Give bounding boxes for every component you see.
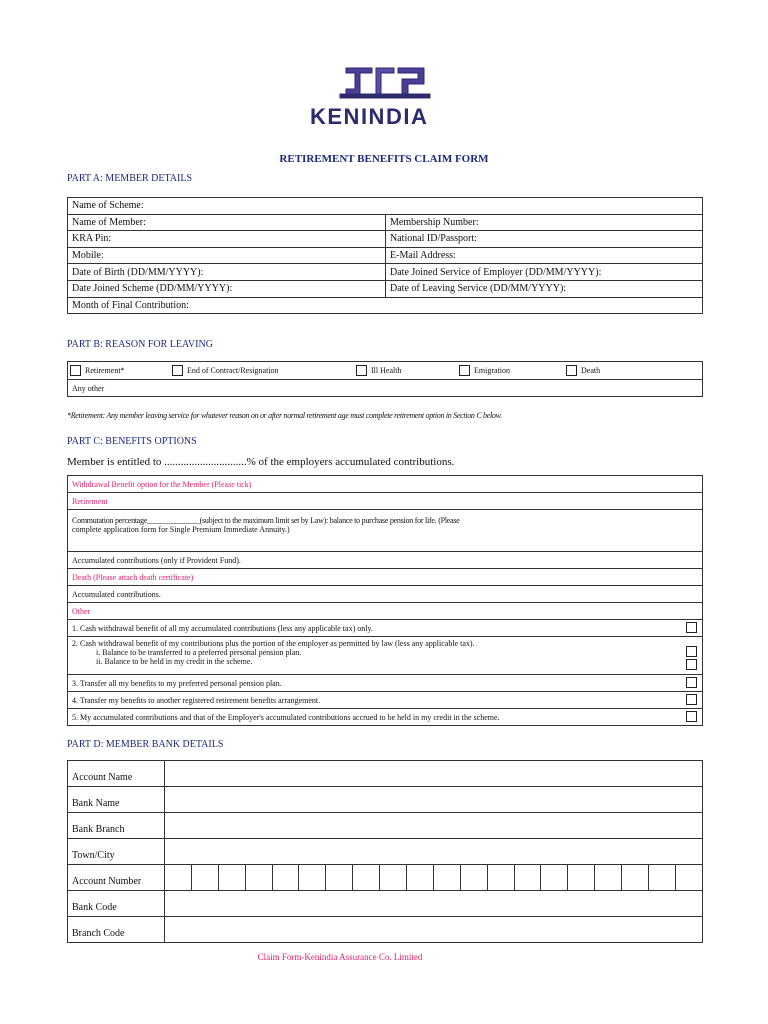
table-row: [68, 761, 703, 787]
member-field-date-leaving[interactable]: Date of Leaving Service (DD/MM/YYYY):: [386, 280, 703, 297]
account-digit-box[interactable]: [487, 865, 514, 891]
death-label: Death (Please attach death certificate): [68, 569, 703, 586]
table-row: [68, 813, 703, 839]
member-field-final-contribution[interactable]: Month of Final Contribution:: [68, 297, 703, 314]
form-footer: Claim Form-Kenindia Assurance Co. Limited: [257, 952, 423, 962]
retirement-label: Retirement: [68, 493, 703, 510]
table-row: [68, 214, 703, 231]
member-field-membership-number[interactable]: Membership Number:: [386, 214, 703, 231]
other-option-5-checkbox[interactable]: [686, 711, 697, 722]
bank-name-field[interactable]: [164, 787, 702, 813]
member-field-scheme[interactable]: Name of Scheme:: [68, 198, 703, 215]
table-row: [68, 362, 703, 380]
form-title: RETIREMENT BENEFITS CLAIM FORM: [279, 153, 489, 165]
retirement-footnote: *Retirement: Any member leaving service for whatever reason on or after normal retirement age must complete retirement option in Section C below.: [67, 411, 502, 420]
reason-any-other[interactable]: Any other: [68, 380, 703, 397]
account-digit-box[interactable]: [326, 865, 353, 891]
bank-label-branch-code: Branch Code: [68, 917, 165, 943]
member-field-national-id[interactable]: National ID/Passport:: [386, 231, 703, 248]
table-row: [68, 839, 703, 865]
account-digit-box[interactable]: [568, 865, 595, 891]
reason-option-resignation[interactable]: End of Contract/Resignation: [172, 365, 279, 376]
member-field-mobile[interactable]: Mobile:: [68, 247, 386, 264]
checkbox[interactable]: [70, 365, 81, 376]
table-row: [68, 510, 703, 552]
logo-wordmark: KENINDIA: [310, 104, 429, 129]
other-option-4: 4. Transfer my benefits to another registered retirement benefits arrangement.: [68, 692, 681, 709]
bank-label-bank-code: Bank Code: [68, 891, 165, 917]
other-option-3: 3. Transfer all my benefits to my preferred personal pension plan.: [68, 675, 681, 692]
reason-option-emigration[interactable]: Emigration: [459, 365, 510, 376]
account-digit-box[interactable]: [595, 865, 622, 891]
table-row: [68, 709, 703, 726]
branch-code-field[interactable]: [164, 917, 702, 943]
account-digit-box[interactable]: [433, 865, 460, 891]
accumulated-option[interactable]: Accumulated contributions.: [68, 586, 703, 603]
kenindia-logo-mark-icon: [338, 64, 432, 102]
reason-option-death[interactable]: Death: [566, 365, 600, 376]
checkbox[interactable]: [172, 365, 183, 376]
table-row: [68, 231, 703, 248]
other-option-1-checkbox[interactable]: [686, 622, 697, 633]
bank-label-bank-branch: Bank Branch: [68, 813, 165, 839]
part-a-title: PART A: MEMBER DETAILS: [67, 173, 193, 184]
table-row: [68, 247, 703, 264]
account-digit-box[interactable]: [272, 865, 299, 891]
kenindia-logo: [300, 64, 470, 132]
account-digit-box[interactable]: [514, 865, 541, 891]
table-row: [68, 620, 703, 637]
table-row: [68, 380, 703, 397]
table-row: [68, 264, 703, 281]
table-row: [68, 891, 703, 917]
other-option-5: 5. My accumulated contributions and that of the Employer's accumulated contributions accrued to be held in my credit in the scheme.: [68, 709, 681, 726]
account-digit-box[interactable]: [380, 865, 407, 891]
account-digit-box[interactable]: [245, 865, 272, 891]
town-city-field[interactable]: [164, 839, 702, 865]
table-row: [68, 692, 703, 709]
table-row: [68, 603, 703, 620]
table-row: [68, 280, 703, 297]
member-field-date-joined-employer[interactable]: Date Joined Service of Employer (DD/MM/YYYY):: [386, 264, 703, 281]
account-digit-box[interactable]: [649, 865, 676, 891]
account-digit-box[interactable]: [191, 865, 218, 891]
bank-details-table: [67, 760, 703, 943]
commutation-option[interactable]: Commutation percentage______________(subject to the maximum limit set by Law): balance to purchase pension for life. (Please complete application form for Single Premium Immediate Annuity.): [68, 510, 703, 552]
reason-option-retirement[interactable]: Retirement*: [70, 365, 125, 376]
table-row: [68, 552, 703, 569]
accumulated-pf-option[interactable]: Accumulated contributions (only if Provident Fund).: [68, 552, 703, 569]
part-c-title: PART C: BENEFITS OPTIONS: [67, 436, 197, 447]
checkbox[interactable]: [566, 365, 577, 376]
other-option-2: 2. Cash withdrawal benefit of my contributions plus the portion of the employer as permitted by law (less any applicable tax). i. Balance to be transferred to a preferred personal pension plan. ii. Balance to be held in my credit in the scheme.: [68, 637, 681, 675]
other-option-1: 1. Cash withdrawal benefit of all my accumulated contributions (less any applicable tax) only.: [68, 620, 681, 637]
table-row: [68, 787, 703, 813]
account-digit-box[interactable]: [460, 865, 487, 891]
table-row: [68, 198, 703, 215]
table-row: [68, 586, 703, 603]
reason-for-leaving-table: [67, 361, 703, 397]
account-digit-box[interactable]: [622, 865, 649, 891]
reason-option-ill-health[interactable]: Ill Health: [356, 365, 401, 376]
table-row: [68, 476, 703, 493]
member-field-name[interactable]: Name of Member:: [68, 214, 386, 231]
other-option-4-checkbox[interactable]: [686, 694, 697, 705]
table-row: [68, 569, 703, 586]
account-digit-box[interactable]: [299, 865, 326, 891]
checkbox[interactable]: [459, 365, 470, 376]
account-digit-box[interactable]: [353, 865, 380, 891]
bank-label-town-city: Town/City: [68, 839, 165, 865]
member-field-email[interactable]: E-Mail Address:: [386, 247, 703, 264]
entitlement-statement: Member is entitled to ..............................% of the employers accumulated contributions.: [67, 456, 455, 468]
reason-options-row: [68, 362, 703, 380]
account-digit-box[interactable]: [218, 865, 245, 891]
table-row: [68, 865, 703, 891]
member-field-kra-pin[interactable]: KRA Pin:: [68, 231, 386, 248]
other-option-2i-checkbox[interactable]: [686, 646, 697, 657]
table-row: [68, 917, 703, 943]
bank-code-field[interactable]: [164, 891, 702, 917]
other-label: Other: [68, 603, 703, 620]
bank-branch-field[interactable]: [164, 813, 702, 839]
table-row: [68, 493, 703, 510]
member-field-dob[interactable]: Date of Birth (DD/MM/YYYY):: [68, 264, 386, 281]
part-b-title: PART B: REASON FOR LEAVING: [67, 339, 213, 350]
account-digit-box[interactable]: [675, 865, 702, 891]
bank-label-account-name: Account Name: [68, 761, 165, 787]
account-digit-box[interactable]: [407, 865, 434, 891]
bank-label-bank-name: Bank Name: [68, 787, 165, 813]
member-field-date-joined-scheme[interactable]: Date Joined Scheme (DD/MM/YYYY):: [68, 280, 386, 297]
member-details-table: [67, 197, 703, 314]
benefit-options-table: [67, 475, 703, 726]
checkbox[interactable]: [356, 365, 367, 376]
table-row: [68, 675, 703, 692]
table-row: [68, 297, 703, 314]
bank-label-account-number: Account Number: [68, 865, 165, 891]
other-option-2ii-checkbox[interactable]: [686, 659, 697, 670]
other-option-3-checkbox[interactable]: [686, 677, 697, 688]
part-d-title: PART D: MEMBER BANK DETAILS: [67, 739, 224, 750]
account-name-field[interactable]: [164, 761, 702, 787]
account-digit-box[interactable]: [164, 865, 191, 891]
account-digit-box[interactable]: [541, 865, 568, 891]
table-row: [68, 637, 703, 675]
withdrawal-header: Withdrawal Benefit option for the Member (Please tick): [68, 476, 703, 493]
